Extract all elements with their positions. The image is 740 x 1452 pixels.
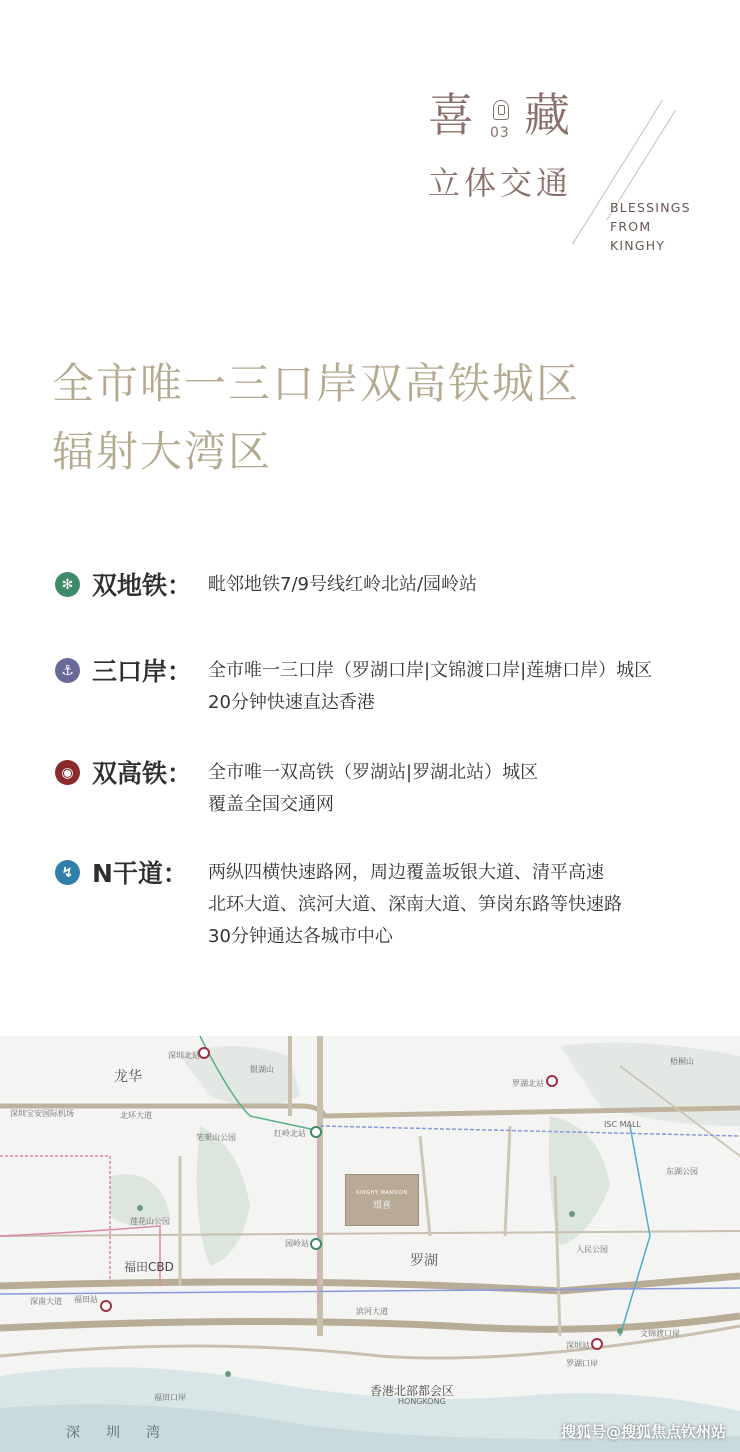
map-label-futian-port: 福田口岸 <box>154 1393 186 1402</box>
feature-label: 双高铁： <box>92 759 193 788</box>
map-label-hk-north: 香港北部都会区 <box>370 1384 455 1398</box>
map-label-futian-cbd: 福田CBD <box>124 1260 174 1274</box>
feature-desc <box>208 857 622 953</box>
tagline-line: KINGHY <box>610 238 666 253</box>
map-label-yuanling: 园岭站 <box>285 1239 309 1248</box>
project-marker <box>345 1174 419 1226</box>
watermark: 搜狐号@搜狐焦点钦州站 <box>560 1423 726 1441</box>
map-label-shenzhen-bay: 深圳湾 <box>66 1425 186 1441</box>
anchor-icon: ⚓ <box>55 658 80 683</box>
map-label-bijia: 笔架山公园 <box>196 1133 236 1142</box>
headline-line-1: 全市唯一三口岸双高铁城区 <box>52 359 581 408</box>
header-block <box>0 0 740 300</box>
map-label-longhua: 龙华 <box>114 1069 142 1085</box>
map-label-lianhua: 莲花山公园 <box>130 1217 170 1226</box>
tagline-line: BLESSINGS <box>610 200 691 215</box>
feature-label: 三口岸： <box>92 657 193 686</box>
map-label-shenzhen-north: 深圳北站 <box>168 1051 200 1060</box>
location-map <box>0 1036 740 1452</box>
map-label-hongling-north: 红岭北站 <box>274 1129 306 1138</box>
map-label-binhe: 滨河大道 <box>356 1307 388 1316</box>
map-label-shenzhen-station: 深圳站 <box>566 1341 590 1350</box>
map-label-wutong: 梧桐山 <box>670 1057 694 1066</box>
map-label-donghu: 东湖公园 <box>666 1167 698 1176</box>
feature-label: 双地铁： <box>92 571 193 600</box>
title-cang: 藏 <box>524 88 570 142</box>
feature-desc-line: 20分钟快速直达香港 <box>208 692 375 713</box>
road-icon: ↯ <box>55 860 80 885</box>
headline <box>52 350 580 486</box>
map-label-airport: 深圳宝安国际机场 <box>10 1109 74 1118</box>
section-subtitle: 立体交通 <box>428 164 573 202</box>
tagline-line: FROM <box>610 219 652 234</box>
map-label-luohu-north: 罗湖北站 <box>512 1079 544 1088</box>
feature-desc-line: 全市唯一三口岸（罗湖口岸|文锦渡口岸|莲塘口岸）城区 <box>208 660 653 681</box>
map-label-wenjindu-port: 文锦渡口岸 <box>640 1329 680 1338</box>
feature-desc <box>208 655 652 719</box>
headline-line-2: 辐射大湾区 <box>52 427 273 476</box>
map-label-hk-north-en: HONGKONG <box>398 1397 446 1406</box>
project-marker-en: KINGHY MANSION <box>356 1189 408 1196</box>
english-tagline <box>610 198 691 255</box>
seal-icon <box>493 100 509 120</box>
feature-label: N干道： <box>92 859 188 888</box>
metro-icon: ✻ <box>55 572 80 597</box>
map-label-luohu: 罗湖 <box>410 1253 438 1269</box>
railway-icon: ◉ <box>55 760 80 785</box>
feature-desc-line: 覆盖全国交通网 <box>208 794 334 815</box>
feature-desc <box>208 757 538 821</box>
feature-desc <box>208 569 477 601</box>
map-label-shennan: 深南大道 <box>30 1297 62 1306</box>
section-number: 03 <box>490 125 510 141</box>
project-marker-cn: 璟喜 <box>372 1200 391 1211</box>
map-label-luohu-port: 罗湖口岸 <box>566 1359 598 1368</box>
map-label-beihuan: 北环大道 <box>120 1111 152 1120</box>
feature-desc-line: 北环大道、滨河大道、深南大道、笋岗东路等快速路 <box>208 894 622 915</box>
feature-desc-line: 两纵四横快速路网，周边覆盖坂银大道、清平高速 <box>208 862 604 883</box>
map-label-isc-mall: ISC MALL <box>604 1120 641 1129</box>
title-xi: 喜 <box>428 88 474 142</box>
feature-desc-line: 30分钟通达各城市中心 <box>208 926 393 947</box>
feature-desc-line: 毗邻地铁7/9号线红岭北站/园岭站 <box>208 574 478 595</box>
map-label-yinhu: 银湖山 <box>250 1065 274 1074</box>
feature-desc-line: 全市唯一双高铁（罗湖站|罗湖北站）城区 <box>208 762 539 783</box>
map-label-people-park: 人民公园 <box>576 1245 608 1254</box>
map-label-futian-station: 福田站 <box>74 1295 98 1304</box>
